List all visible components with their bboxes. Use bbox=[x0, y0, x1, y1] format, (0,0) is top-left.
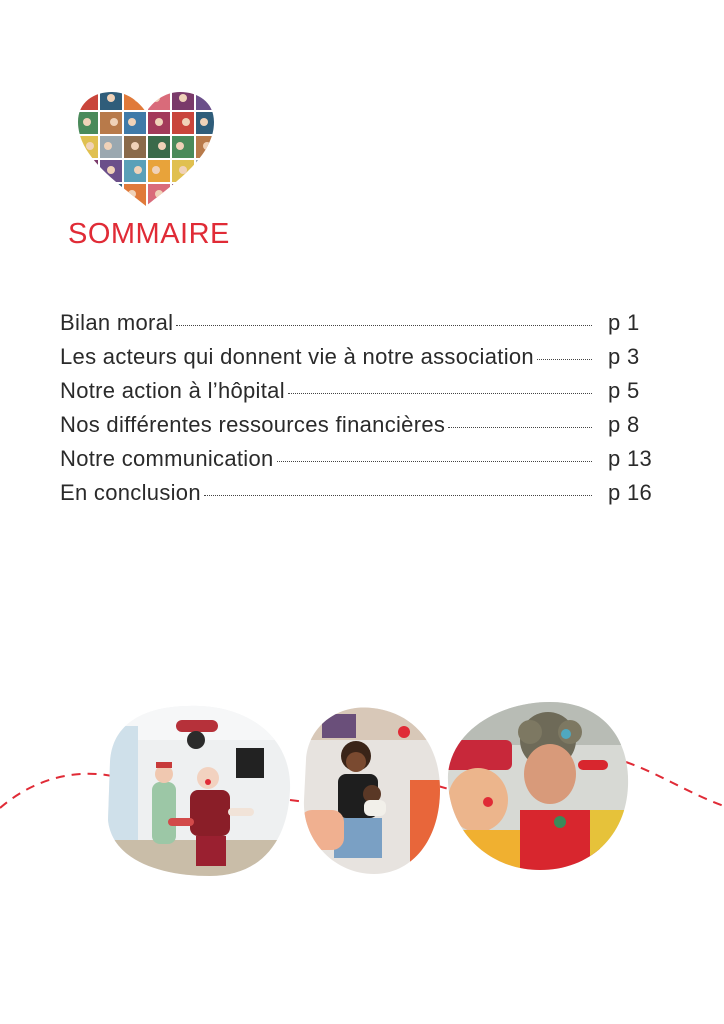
woman-with-baby-photo bbox=[300, 700, 445, 880]
heart-photo-collage-icon bbox=[76, 90, 216, 208]
toc-item[interactable] bbox=[60, 310, 652, 344]
dot-leader bbox=[176, 325, 592, 326]
dashed-wave-line bbox=[626, 762, 724, 806]
toc-item[interactable] bbox=[60, 480, 652, 514]
photo-strip bbox=[0, 690, 724, 890]
dot-leader bbox=[448, 427, 592, 428]
page-title: SOMMAIRE bbox=[68, 218, 230, 250]
toc-item-label: Nos différentes ressources financières bbox=[60, 412, 446, 437]
dot-leader bbox=[537, 359, 592, 360]
toc-item[interactable] bbox=[60, 412, 652, 446]
toc-item[interactable] bbox=[60, 378, 652, 412]
toc-item-label: Bilan moral bbox=[60, 310, 174, 335]
dot-leader bbox=[204, 495, 592, 496]
dashed-wave-line bbox=[0, 774, 112, 808]
toc-item-page: p 3 bbox=[608, 344, 640, 369]
dot-leader bbox=[277, 461, 592, 462]
toc-item-page: p 13 bbox=[608, 446, 653, 471]
toc-item[interactable] bbox=[60, 446, 652, 480]
toc-item-page: p 8 bbox=[608, 412, 640, 437]
toc-item-page: p 1 bbox=[608, 310, 640, 335]
clowns-hallway-photo bbox=[100, 700, 300, 880]
toc-item-page: p 16 bbox=[608, 480, 653, 505]
toc-item-page: p 5 bbox=[608, 378, 640, 403]
toc-item-label: Les acteurs qui donnent vie à notre association bbox=[60, 344, 534, 369]
dot-leader bbox=[288, 393, 592, 394]
toc-item[interactable] bbox=[60, 344, 652, 378]
clown-makeup-photo bbox=[440, 695, 635, 880]
toc-item-label: Notre action à l’hôpital bbox=[60, 378, 285, 403]
toc-item-label: En conclusion bbox=[60, 480, 201, 505]
dashed-wave-line bbox=[290, 800, 306, 802]
toc-item-label: Notre communication bbox=[60, 446, 274, 471]
table-of-contents bbox=[60, 310, 652, 514]
